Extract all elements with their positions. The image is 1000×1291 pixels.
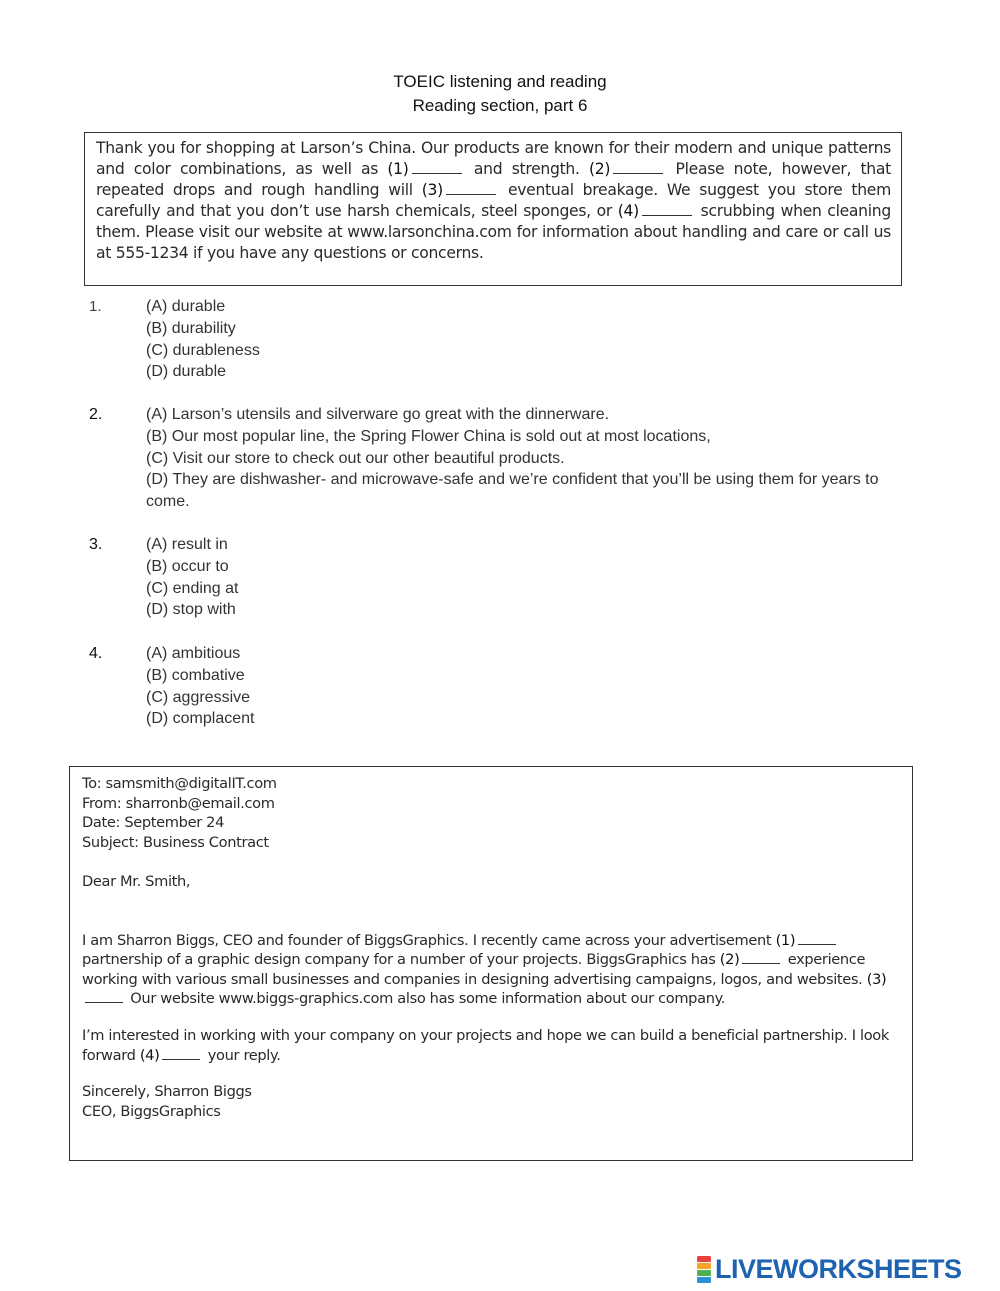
blank-marker-3: (3): [866, 970, 887, 988]
option-d[interactable]: (D) durable: [146, 363, 227, 381]
liveworksheets-logo: [697, 1254, 962, 1284]
email-paragraph-1: I am Sharron Biggs, CEO and founder of BiggsGraphics. I recently came across your advertisement (1) partnership of a graphic design company for a number of your projects. BiggsGraphics has (2) experience working with various small businesses and companies in designing advertising campaigns, logos, and websites. (3) Our website www.biggs-graphics.com also has some information about our company.: [82, 931, 887, 1008]
email-date: Date: September 24: [82, 814, 225, 832]
blank-marker-4: (4): [139, 1046, 160, 1064]
blank-marker-2: (2): [588, 160, 611, 178]
option-b[interactable]: (B) durability: [146, 319, 236, 337]
blank-3[interactable]: [446, 193, 496, 195]
blank-1[interactable]: [798, 943, 836, 945]
question-number: 3.: [89, 536, 103, 553]
blank-marker-2: (2): [719, 951, 740, 969]
worksheet-header: [0, 70, 1000, 118]
passage-email: [69, 766, 913, 1161]
email-paragraph-2: I’m interested in working with your company on your projects and hope we can build a beneficial partnership. I look forward (4) your reply.: [82, 1026, 889, 1064]
blank-4[interactable]: [162, 1058, 200, 1060]
blank-marker-1: (1): [387, 160, 409, 178]
logo-bar: [697, 1256, 711, 1262]
email-signature-title: CEO, BiggsGraphics: [82, 1102, 221, 1120]
option-c[interactable]: (C) aggressive: [146, 688, 251, 706]
blank-2[interactable]: [613, 172, 663, 174]
email-closing: Sincerely, Sharron Biggs: [82, 1083, 252, 1101]
logo-mark-icon: [697, 1255, 711, 1283]
email-to: To: samsmith@digitalIT.com: [82, 775, 277, 792]
blank-marker-4: (4): [617, 202, 639, 220]
passage-larsons-china: Thank you for shopping at Larson’s China. Our products are known for their modern and unique patterns and color combinations, as well as (1) and strength. (2) Please note, however, that repeated drops and rough handling will (3) eventual breakage. We suggest you store them carefully and that you don’t use harsh chemicals, steel sponges, or (4) scrubbing when cleaning them. Please visit our website at www.larsonchina.com for information about handling and care or call us at 555-1234 if you have any questions or concerns.: [84, 132, 902, 286]
question-number: 1.: [89, 298, 102, 315]
option-d[interactable]: (D) They are dishwasher- and microwave-safe and we’re confident that you’ll be using them for years to come.: [146, 471, 879, 511]
option-d[interactable]: (D) complacent: [146, 710, 255, 728]
question-number: 4.: [89, 645, 103, 662]
logo-bar: [697, 1263, 711, 1269]
logo-bar: [697, 1277, 711, 1283]
option-c[interactable]: (C) ending at: [146, 579, 239, 597]
blank-4[interactable]: [642, 214, 692, 216]
email-greeting: Dear Mr. Smith,: [82, 872, 191, 890]
worksheet-subtitle: Reading section, part 6: [412, 96, 588, 115]
option-a[interactable]: (A) durable: [146, 298, 226, 315]
blank-1[interactable]: [412, 172, 462, 174]
option-a[interactable]: (A) result in: [146, 536, 228, 553]
option-c[interactable]: (C) Visit our store to check out our other beautiful products.: [146, 449, 565, 467]
blank-marker-3: (3): [421, 181, 443, 199]
option-a[interactable]: (A) Larson’s utensils and silverware go great with the dinnerware.: [146, 406, 610, 423]
option-b[interactable]: (B) combative: [146, 666, 245, 684]
worksheet-title: TOEIC listening and reading: [393, 72, 607, 91]
option-d[interactable]: (D) stop with: [146, 601, 236, 619]
email-subject: Subject: Business Contract: [82, 833, 269, 851]
blank-3[interactable]: [85, 1001, 123, 1003]
option-b[interactable]: (B) occur to: [146, 557, 229, 575]
option-c[interactable]: (C) durableness: [146, 341, 260, 359]
blank-marker-1: (1): [775, 931, 796, 949]
option-b[interactable]: (B) Our most popular line, the Spring Flower China is sold out at most locations,: [146, 427, 711, 445]
email-from: From: sharronb@email.com: [82, 794, 275, 812]
blank-2[interactable]: [742, 962, 780, 964]
logo-text: LIVEWORKSHEETS: [715, 1253, 962, 1284]
question-number: 2.: [89, 406, 103, 423]
option-a[interactable]: (A) ambitious: [146, 645, 241, 662]
logo-bar: [697, 1270, 711, 1276]
